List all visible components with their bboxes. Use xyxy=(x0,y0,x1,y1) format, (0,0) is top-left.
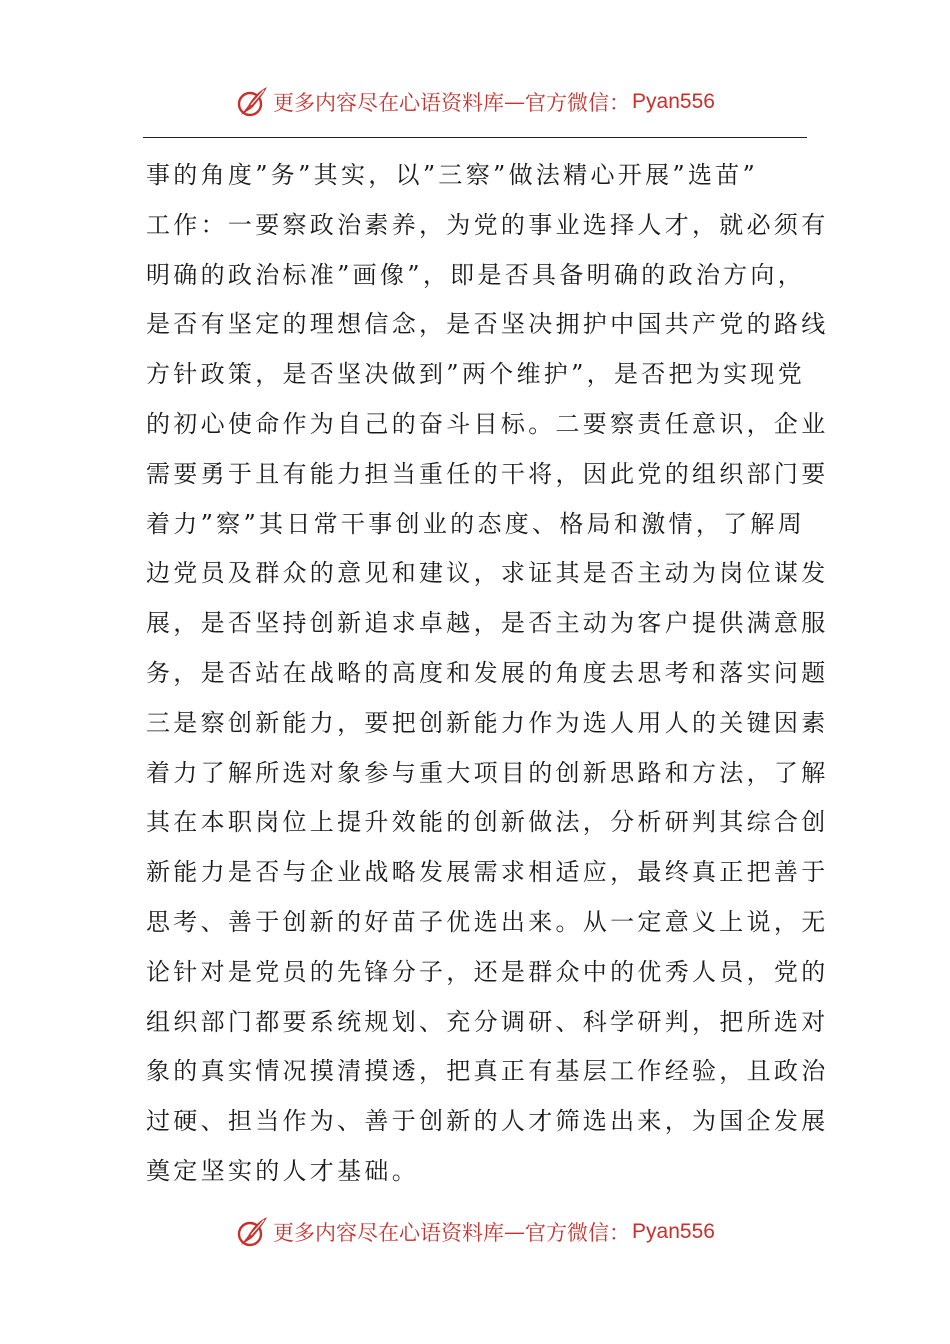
header-banner xyxy=(0,80,950,124)
text-line: 其在本职岗位上提升效能的创新做法，分析研判其综合创 xyxy=(146,808,829,837)
text-line: 思考、善于创新的好苗子优选出来。从一定意义上说，无 xyxy=(146,907,829,936)
quill-pen-logo-icon xyxy=(235,85,269,119)
header-brand-text: 更多内容尽在心语资料库 xyxy=(273,91,505,115)
text-line: 工作：一要察政治素养，为党的事业选择人才，就必须有 xyxy=(146,210,829,239)
header-wechat-label: 官方微信： xyxy=(525,91,631,115)
footer-wechat-label: 官方微信： xyxy=(525,1221,631,1245)
quill-pen-logo-icon xyxy=(235,1215,269,1249)
footer-brand-text: 更多内容尽在心语资料库 xyxy=(273,1221,505,1245)
body-paragraph xyxy=(146,151,829,1197)
text-line: 是否有坚定的理想信念，是否坚决拥护中国共产党的路线 xyxy=(146,310,829,339)
header-divider xyxy=(143,137,807,138)
footer-banner xyxy=(0,1210,950,1254)
text-line: 明确的政治标准”画像”，即是否具备明确的政治方向， xyxy=(146,260,806,289)
text-line: 方针政策，是否坚决做到”两个维护”，是否把为实现党 xyxy=(146,360,806,389)
footer-dash: — xyxy=(504,1220,526,1244)
footer-wechat-id: Pyan556 xyxy=(632,1220,715,1243)
text-line: 着力了解所选对象参与重大项目的创新思路和方法，了解 xyxy=(146,758,829,787)
text-line: 新能力是否与企业战略发展需求相适应，最终真正把善于 xyxy=(146,858,829,887)
text-line: 的初心使命作为自己的奋斗目标。二要察责任意识，企业 xyxy=(146,409,829,438)
text-line: 过硬、担当作为、善于创新的人才筛选出来，为国企发展 xyxy=(146,1107,829,1136)
text-line: 奠定坚实的人才基础。 xyxy=(146,1156,419,1185)
text-line: 论针对是党员的先锋分子，还是群众中的优秀人员，党的 xyxy=(146,957,829,986)
text-line: 边党员及群众的意见和建议，求证其是否主动为岗位谋发 xyxy=(146,559,829,588)
text-line: 三是察创新能力，要把创新能力作为选人用人的关键因素 xyxy=(146,708,829,737)
header-wechat-id: Pyan556 xyxy=(632,90,715,113)
text-line: 务，是否站在战略的高度和发展的角度去思考和落实问题 xyxy=(146,658,829,687)
text-line: 象的真实情况摸清摸透，把真正有基层工作经验，且政治 xyxy=(146,1057,829,1086)
text-line: 组织部门都要系统规划、充分调研、科学研判，把所选对 xyxy=(146,1007,829,1036)
text-line: 需要勇于且有能力担当重任的干将，因此党的组织部门要 xyxy=(146,459,829,488)
header-dash: — xyxy=(504,90,526,114)
text-line: 事的角度”务”其实，以”三察”做法精心开展”选苗” xyxy=(146,161,759,189)
text-line: 着力”察”其日常干事创业的态度、格局和激情，了解周 xyxy=(146,509,806,538)
text-line: 展，是否坚持创新追求卓越，是否主动为客户提供满意服 xyxy=(146,609,829,638)
